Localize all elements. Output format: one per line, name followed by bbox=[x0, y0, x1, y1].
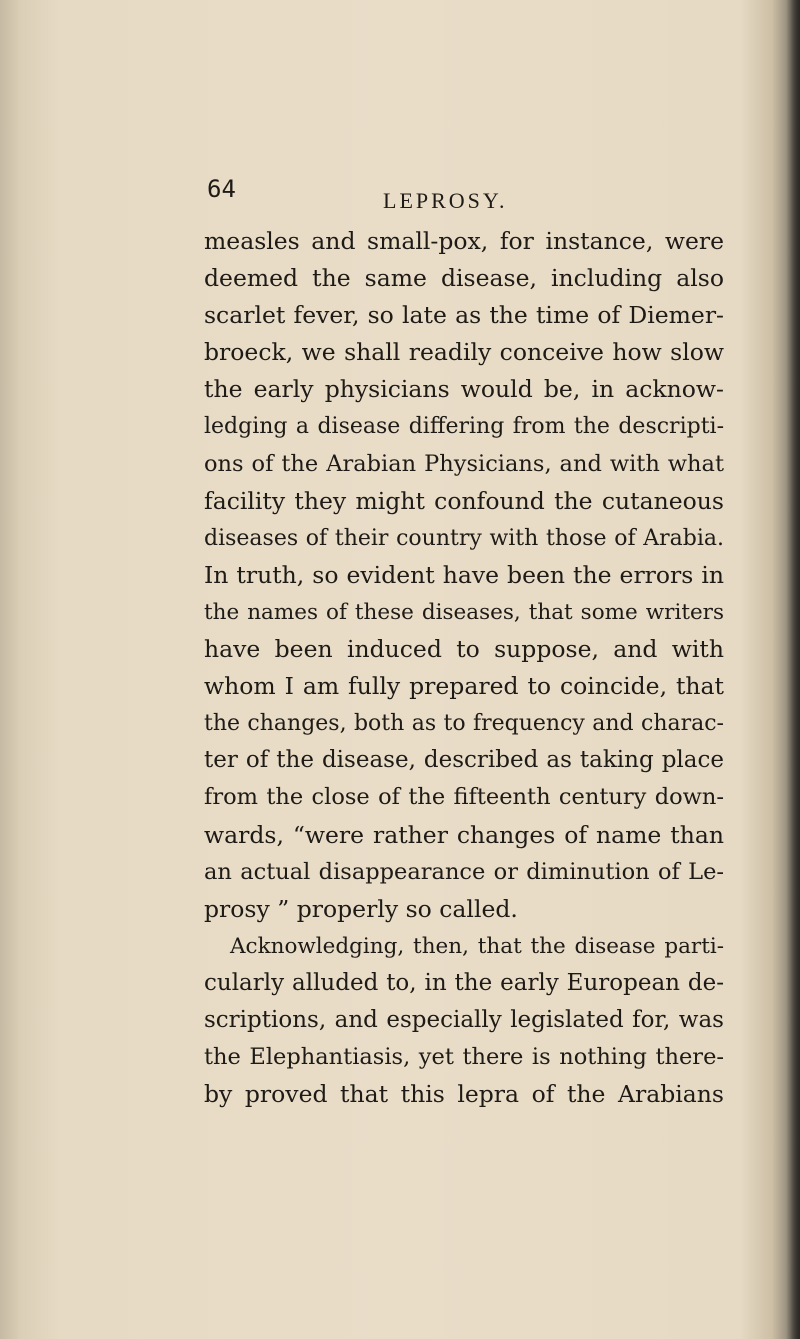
text-line: wards, “were rather changes of name than bbox=[204, 820, 724, 849]
text-line: ons of the Arabian Physicians, and with what bbox=[204, 450, 724, 477]
text-line: whom I am fully prepared to coincide, that bbox=[204, 672, 724, 701]
text-line: an actual disappearance or diminution of Le- bbox=[204, 858, 724, 885]
body-text bbox=[204, 223, 724, 1113]
text-line: scriptions, and especially legislated for, was bbox=[204, 1006, 724, 1033]
paragraph-first-line: Acknowledging, then, that the disease parti- bbox=[230, 933, 724, 959]
text-line: the changes, both as to frequency and charac- bbox=[204, 711, 724, 737]
text-line: the names of these diseases, that some writers bbox=[204, 599, 724, 625]
text-line: diseases of their country with those of Arabia. bbox=[204, 525, 724, 551]
text-line: the Elephantiasis, yet there is nothing there- bbox=[204, 1044, 724, 1071]
text-line: prosy ” properly so called. bbox=[204, 894, 518, 923]
text-line: facility they might confound the cutaneous bbox=[204, 486, 724, 515]
text-line: cularly alluded to, in the early European de- bbox=[204, 969, 724, 996]
text-line: from the close of the fifteenth century down- bbox=[204, 784, 724, 811]
text-line: by proved that this lepra of the Arabians bbox=[204, 1080, 724, 1109]
text-line: the early physicians would be, in acknow- bbox=[204, 375, 724, 404]
text-line: deemed the same disease, including also bbox=[204, 264, 724, 293]
page-number: 64 bbox=[207, 175, 236, 203]
page-gutter-shadow bbox=[0, 0, 18, 1339]
running-head: LEPROSY. bbox=[383, 188, 508, 213]
text-line: ledging a disease differing from the descripti- bbox=[204, 414, 724, 440]
page-edge-shadow bbox=[786, 0, 800, 1339]
text-line: ter of the disease, described as taking place bbox=[204, 747, 724, 774]
text-line: scarlet fever, so late as the time of Diemer- bbox=[204, 301, 724, 330]
text-line: measles and small-pox, for instance, were bbox=[204, 227, 724, 255]
text-line: have been induced to suppose, and with bbox=[204, 635, 724, 664]
text-line: In truth, so evident have been the errors in bbox=[204, 560, 724, 589]
text-line: broeck, we shall readily conceive how slow bbox=[204, 338, 724, 367]
